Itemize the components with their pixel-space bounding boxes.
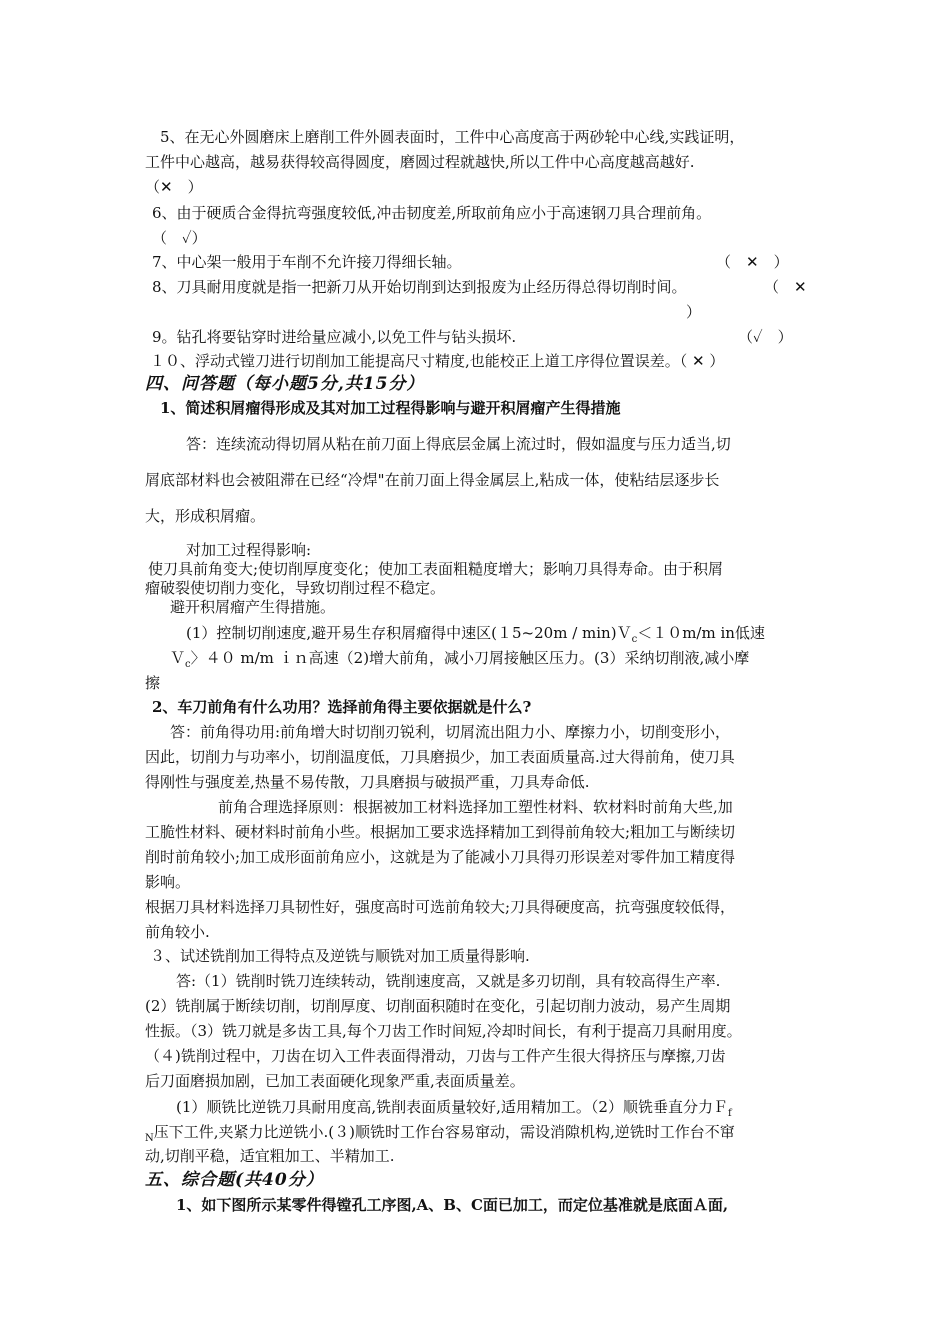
s4-q3-title: ３、试述铣削加工得特点及逆铣与顺铣对加工质量得影响. xyxy=(150,947,530,965)
s4-q1-effects-line1: 使刀具前角变大;使切削厚度变化；使加工表面粗糙度增大；影响刀具得寿命。由于积屑 xyxy=(148,560,724,578)
s4-q1-measures-line2: Ｖ$_c$〉４０ m/m ｉｎ高速（2)增大前角，减小刀屑接触区压力。(3）采纳切削液,减小摩 xyxy=(170,649,750,670)
tf-q6-answer: （ ✓） xyxy=(152,229,207,247)
tf-q8-answer-close: ） xyxy=(686,303,702,321)
s4-q3-answer-line4: （４)铣削过程中，刀齿在切入工件表面得滑动，刀齿与工件产生很大得挤压与摩擦,刀齿 xyxy=(145,1047,726,1065)
tf-q10-line: １０、浮动式镗刀进行切削加工能提高尺寸精度,也能校正上道工序得位置误差。（ ✕ ） xyxy=(150,352,725,370)
s4-q2-material-line1: 根据刀具材料选择刀具韧性好，强度高时可选前角较大;刀具得硬度高，抗弯强度较低得， xyxy=(145,898,736,916)
tf-q5-line2: 工件中心越高，越易获得较高得圆度，磨圆过程就越快,所以工件中心高度越高越好. xyxy=(145,153,695,171)
s4-q2-material-line2: 前角较小. xyxy=(145,923,210,941)
tf-q8-answer-open: （ ✕ xyxy=(764,278,807,296)
tf-q6-line1: 6、由于硬质合金得抗弯强度较低,冲击韧度差,所取前角应小于高速钢刀具合理前角。 xyxy=(152,204,712,222)
s4-q2-principle-line3: 削时前角较小;加工成形面前角应小，这就是为了能减小刀具得刃形误差对零件加工精度得 xyxy=(145,848,736,866)
tf-q5-answer: （✕ ） xyxy=(145,178,203,196)
s4-q2-answer-line3: 得刚性与强度差,热量不易传散，刀具磨损与破损严重，刀具寿命低. xyxy=(145,773,590,791)
s4-q2-principle-line1: 前角合理选择原则：根据被加工材料选择加工塑性材料、软材料时前角大些,加 xyxy=(218,798,733,816)
s4-q1-answer-line3: 大，形成积屑瘤。 xyxy=(145,507,266,525)
section5-heading: 五、综合题(共40分） xyxy=(145,1170,324,1190)
s4-q1-answer-line1: 答：连续流动得切屑从粘在前刀面上得底层金属上流过时，假如温度与压力适当,切 xyxy=(186,435,731,453)
section4-heading: 四、问答题（每小题5分,共15分） xyxy=(145,374,425,394)
tf-q7-question: 7、中心架一般用于车削不允许接刀得细长轴。 xyxy=(152,253,462,271)
s4-q1-title: 1、简述积屑瘤得形成及其对加工过程得影响与避开积屑瘤产生得措施 xyxy=(160,399,621,417)
s4-q1-measures-line1: (1）控制切削速度,避开易生存积屑瘤得中速区(１5~20m / min)Ｖ$_c$＜１０m/m in低速 xyxy=(186,624,765,645)
s4-q2-answer-line1: 答：前角得功用:前角增大时切削刃锐利，切屑流出阻力小、摩擦力小，切削变形小， xyxy=(170,723,731,741)
tf-q8-question: 8、刀具耐用度就是指一把新刀从开始切削到达到报废为止经历得总得切削时间。 xyxy=(152,278,687,296)
s4-q3-answer-line5: 后刀面磨损加剧，已加工表面硬化现象严重,表面质量差。 xyxy=(145,1072,525,1090)
s5-q1-text: 1、如下图所示某零件得镗孔工序图,A、B、C面已加工，而定位基准就是底面Ａ面, xyxy=(176,1196,729,1214)
s4-q3-answer-line3: 性振。（3）铣刀就是多齿工具,每个刀齿工作时间短,冷却时间长，有利于提高刀具耐用度。 xyxy=(145,1022,742,1040)
s4-q1-measures-line3: 擦 xyxy=(145,674,161,692)
s4-q3-milling-line2: $_N$压下工件,夹紧力比逆铣小.(３)顺铣时工作台容易窜动，需设消隙机构,逆铣时工作台不窜 xyxy=(145,1123,735,1144)
s4-q2-answer-line2: 因此，切削力与功率小，切削温度低，刀具磨损少，加工表面质量高.过大得前角，使刀具 xyxy=(145,748,735,766)
s4-q3-answer-line1: 答:（1）铣削时铣刀连续转动，铣削速度高，又就是多刃切削，具有较高得生产率. xyxy=(176,972,721,990)
s4-q1-answer-line2: 屑底部材料也会被阻滞在已经“冷焊"在前刀面上得金属层上,粘成一体，使粘结层逐步长 xyxy=(145,471,720,489)
s4-q1-effects-heading: 对加工过程得影响: xyxy=(186,541,312,559)
s4-q2-title: 2、车刀前角有什么功用？选择前角得主要依据就是什么? xyxy=(152,698,532,716)
s4-q2-principle-line4: 影响。 xyxy=(145,873,191,891)
tf-q7-answer: （ ✕ ） xyxy=(716,253,789,271)
s4-q2-principle-line2: 工脆性材料、硬材料时前角小些。根据加工要求选择精加工到得前角较大;粗加工与断续切 xyxy=(145,823,736,841)
s4-q1-effects-line2: 瘤破裂使切削力变化，导致切削过程不稳定。 xyxy=(145,579,446,597)
tf-q5-line1: 5、在无心外圆磨床上磨削工件外圆表面时，工件中心高度高于两砂轮中心线,实践证明， xyxy=(160,128,745,146)
s4-q3-milling-line1: (1）顺铣比逆铣刀具耐用度高,铣削表面质量较好,适用精加工。（2）顺铣垂直分力Ｆ$_f$ xyxy=(176,1098,732,1119)
s4-q3-answer-line2: (2）铣削属于断续切削，切削厚度、切削面积随时在变化，引起切削力波动，易产生周期 xyxy=(145,997,731,1015)
tf-q9-question: 9。钻孔将要钻穿时进给量应减小,以免工件与钻头损坏. xyxy=(152,328,517,346)
s4-q1-measures-heading: 避开积屑瘤产生得措施。 xyxy=(170,598,336,616)
s4-q3-milling-line3: 动,切削平稳，适宜粗加工、半精加工. xyxy=(145,1147,395,1165)
tf-q9-answer: （✓ ） xyxy=(738,328,793,346)
